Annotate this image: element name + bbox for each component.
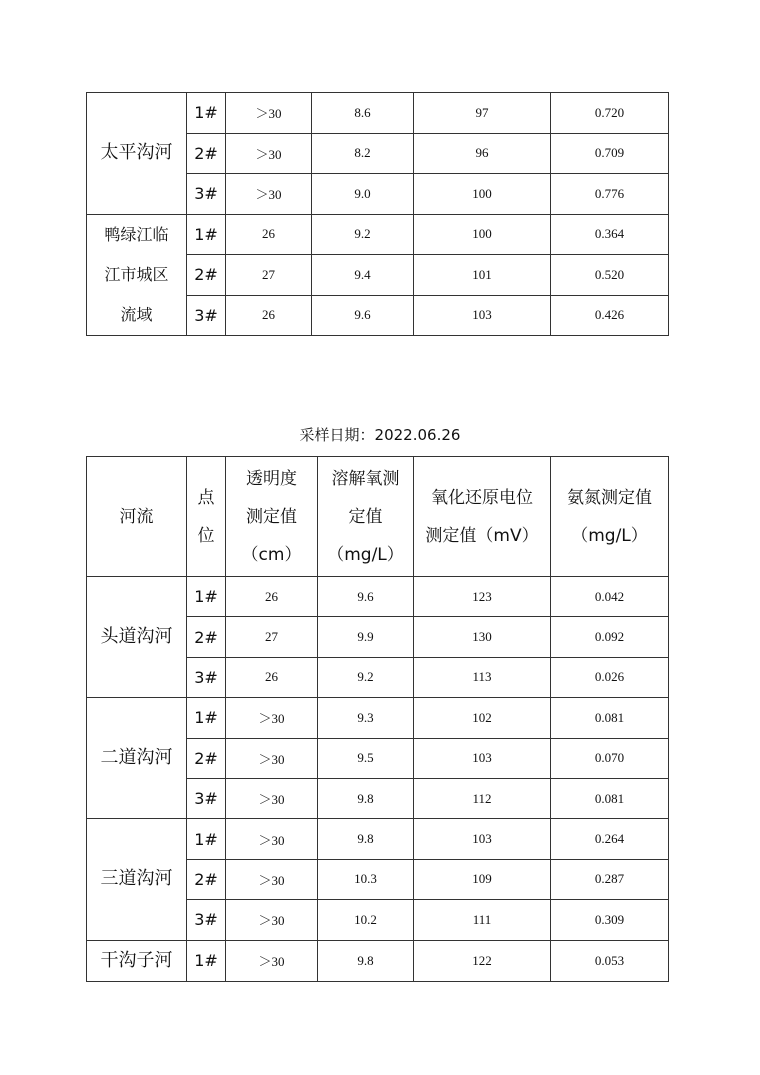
header-line: 透明度 bbox=[246, 468, 297, 489]
nh3-value: 0.264 bbox=[551, 819, 669, 859]
header-orp bbox=[414, 457, 551, 577]
header-transparency bbox=[226, 457, 318, 577]
orp-value: 97 bbox=[414, 93, 551, 134]
transparency-value: 27 bbox=[226, 617, 318, 657]
river-name-line: 流域 bbox=[120, 304, 153, 324]
nh3-value: 0.026 bbox=[551, 657, 669, 697]
nh3-value: 0.720 bbox=[551, 93, 669, 134]
header-point bbox=[187, 457, 226, 577]
point-id: 3# bbox=[187, 657, 226, 697]
point-id: 2# bbox=[187, 738, 226, 778]
do-value: 9.2 bbox=[312, 214, 414, 255]
point-id: 2# bbox=[187, 859, 226, 899]
sampling-date: 采样日期：2022.06.26 bbox=[299, 426, 461, 444]
header-line: 点 bbox=[197, 487, 215, 508]
do-value: 9.8 bbox=[318, 778, 414, 818]
transparency-value: 27 bbox=[226, 255, 312, 296]
transparency-value: ＞30 bbox=[226, 778, 318, 818]
point-id: 1# bbox=[187, 214, 226, 255]
header-river: 河流 bbox=[87, 457, 187, 577]
river-name: 太平沟河 bbox=[87, 93, 187, 215]
transparency-value: ＞30 bbox=[226, 133, 312, 174]
table-row bbox=[87, 214, 669, 255]
do-value: 9.9 bbox=[318, 617, 414, 657]
table-header-row bbox=[87, 457, 669, 577]
nh3-value: 0.092 bbox=[551, 617, 669, 657]
river-name: 三道沟河 bbox=[87, 819, 187, 940]
point-id: 2# bbox=[187, 133, 226, 174]
transparency-value: ＞30 bbox=[226, 819, 318, 859]
table-row bbox=[87, 698, 669, 738]
orp-value: 100 bbox=[414, 174, 551, 215]
point-id: 3# bbox=[187, 778, 226, 818]
do-value: 9.8 bbox=[318, 819, 414, 859]
nh3-value: 0.070 bbox=[551, 738, 669, 778]
nh3-value: 0.709 bbox=[551, 133, 669, 174]
nh3-value: 0.364 bbox=[551, 214, 669, 255]
water-quality-table bbox=[86, 456, 669, 982]
water-quality-table-continued bbox=[86, 92, 669, 336]
river-name bbox=[87, 214, 187, 336]
orp-value: 111 bbox=[414, 900, 551, 940]
point-id: 2# bbox=[187, 255, 226, 296]
river-name: 头道沟河 bbox=[87, 577, 187, 698]
nh3-value: 0.309 bbox=[551, 900, 669, 940]
river-name-line: 江市城区 bbox=[104, 264, 169, 284]
header-line: 氧化还原电位 bbox=[431, 487, 533, 508]
do-value: 9.4 bbox=[312, 255, 414, 296]
do-value: 9.3 bbox=[318, 698, 414, 738]
river-name: 二道沟河 bbox=[87, 698, 187, 819]
point-id: 1# bbox=[187, 940, 226, 981]
transparency-value: ＞30 bbox=[226, 698, 318, 738]
nh3-value: 0.081 bbox=[551, 778, 669, 818]
point-id: 1# bbox=[187, 698, 226, 738]
header-line: 氨氮测定值 bbox=[567, 487, 652, 508]
do-value: 9.0 bbox=[312, 174, 414, 215]
do-value: 10.2 bbox=[318, 900, 414, 940]
orp-value: 103 bbox=[414, 295, 551, 336]
header-dissolved-oxygen bbox=[318, 457, 414, 577]
transparency-value: 26 bbox=[226, 577, 318, 617]
header-line: 定值 bbox=[348, 506, 383, 527]
point-id: 1# bbox=[187, 577, 226, 617]
nh3-value: 0.520 bbox=[551, 255, 669, 296]
orp-value: 123 bbox=[414, 577, 551, 617]
transparency-value: ＞30 bbox=[226, 93, 312, 134]
nh3-value: 0.042 bbox=[551, 577, 669, 617]
transparency-value: 26 bbox=[226, 295, 312, 336]
transparency-value: 26 bbox=[226, 657, 318, 697]
header-line: 测定值 bbox=[246, 506, 297, 527]
header-line: 溶解氧测 bbox=[331, 468, 400, 489]
do-value: 9.8 bbox=[318, 940, 414, 981]
orp-value: 109 bbox=[414, 859, 551, 899]
orp-value: 122 bbox=[414, 940, 551, 981]
transparency-value: ＞30 bbox=[226, 900, 318, 940]
orp-value: 101 bbox=[414, 255, 551, 296]
point-id: 1# bbox=[187, 93, 226, 134]
transparency-value: ＞30 bbox=[226, 940, 318, 981]
orp-value: 112 bbox=[414, 778, 551, 818]
do-value: 8.2 bbox=[312, 133, 414, 174]
table-row bbox=[87, 940, 669, 981]
point-id: 1# bbox=[187, 819, 226, 859]
point-id: 3# bbox=[187, 900, 226, 940]
do-value: 9.6 bbox=[318, 577, 414, 617]
transparency-value: ＞30 bbox=[226, 859, 318, 899]
orp-value: 103 bbox=[414, 738, 551, 778]
point-id: 2# bbox=[187, 617, 226, 657]
point-id: 3# bbox=[187, 295, 226, 336]
do-value: 10.3 bbox=[318, 859, 414, 899]
river-name-line: 鸭绿江临 bbox=[104, 224, 169, 244]
header-line: 位 bbox=[197, 525, 215, 546]
header-line: 测定值（mV） bbox=[425, 525, 539, 546]
river-name: 干沟子河 bbox=[87, 940, 187, 981]
transparency-value: ＞30 bbox=[226, 174, 312, 215]
nh3-value: 0.081 bbox=[551, 698, 669, 738]
nh3-value: 0.776 bbox=[551, 174, 669, 215]
orp-value: 103 bbox=[414, 819, 551, 859]
orp-value: 113 bbox=[414, 657, 551, 697]
point-id: 3# bbox=[187, 174, 226, 215]
orp-value: 130 bbox=[414, 617, 551, 657]
table-row bbox=[87, 93, 669, 134]
nh3-value: 0.426 bbox=[551, 295, 669, 336]
header-line: （cm） bbox=[241, 544, 302, 565]
header-line: （mg/L） bbox=[327, 544, 404, 565]
do-value: 8.6 bbox=[312, 93, 414, 134]
do-value: 9.5 bbox=[318, 738, 414, 778]
header-line: （mg/L） bbox=[571, 525, 648, 546]
orp-value: 102 bbox=[414, 698, 551, 738]
transparency-value: ＞30 bbox=[226, 738, 318, 778]
table-row bbox=[87, 819, 669, 859]
do-value: 9.2 bbox=[318, 657, 414, 697]
nh3-value: 0.053 bbox=[551, 940, 669, 981]
table-row bbox=[87, 577, 669, 617]
orp-value: 100 bbox=[414, 214, 551, 255]
orp-value: 96 bbox=[414, 133, 551, 174]
do-value: 9.6 bbox=[312, 295, 414, 336]
transparency-value: 26 bbox=[226, 214, 312, 255]
header-ammonia bbox=[551, 457, 669, 577]
nh3-value: 0.287 bbox=[551, 859, 669, 899]
